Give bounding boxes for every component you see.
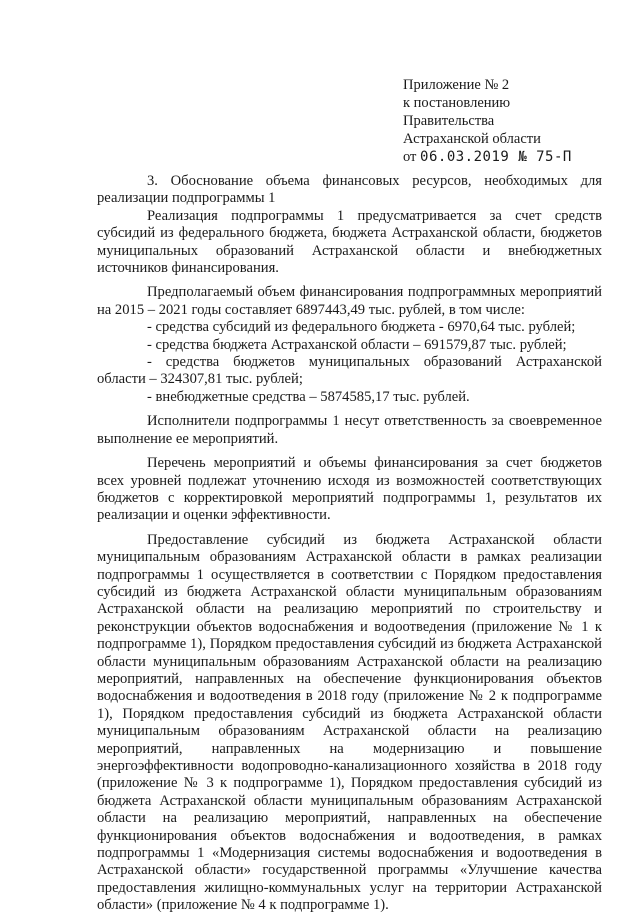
paragraph-extrabudgetary-funds: - внебюджетные средства – 5874585,17 тыс. рублей. xyxy=(147,388,470,405)
date-value: 06.03.2019 № 75-П xyxy=(420,149,572,165)
section-heading: 3. Обоснование объема финансовых ресурсов, необходимых для реализации подпрограммы 1 xyxy=(97,173,602,207)
appendix-line-3: Правительства xyxy=(403,113,495,129)
date-prefix: от xyxy=(403,149,417,165)
appendix-line-4: Астраханской области xyxy=(403,131,541,147)
appendix-block xyxy=(403,76,623,166)
appendix-line-1: Приложение № 2 xyxy=(403,77,510,93)
section-body xyxy=(97,173,602,915)
paragraph-federal-funds: - средства субсидий из федерального бюджета - 6970,64 тыс. рублей; xyxy=(147,319,576,336)
paragraph-subsidies-procedures: Предоставление субсидий из бюджета Астраханской области муниципальным образованиям Астраханской области в рамках реализации подпрограммы 1 осуществляется в соответствии с Порядком предоставления субсидий из бюджета Астраханской области муниципальным образованиям Астраханской области на реализацию мероприятий по строительству и реконструкции объектов водоснабжения и водоотведения (приложение № 1 к подпрограмме 1), Порядком предоставления субсидий из бюджета Астраханской области муниципальным образованиям Астраханской области на реализацию мероприятий, направленных на обеспечение функционирования объектов водоснабжения и водоотведения в 2018 году (приложение № 2 к подпрограмме 1), Порядком предоставления субсидий из бюджета Астраханской области муниципальным образованиям Астраханской области на реализацию мероприятий, направленных на модернизацию и повышение энергоэффективности водопроводно-канализационного хозяйства в 2018 году (приложение № 3 к подпрограмме 1), Порядком предоставления субсидий из бюджета Астраханской области муниципальным образованиям Астраханской области на реализацию мероприятий, направленных на обеспечение функционирования объектов водоснабжения и водоотведения, в рамках подпрограммы 1 «Модернизация системы водоснабжения и водоотведения в Астраханской области» государственной программы «Улучшение качества предоставления жилищно-коммунальных услуг на территории Астраханской области» (приложение № 4 к подпрограмме 1). xyxy=(97,531,602,914)
appendix-line-2: к постановлению xyxy=(403,95,511,111)
paragraph-regional-funds: - средства бюджета Астраханской области – 691579,87 тыс. рублей; xyxy=(147,336,567,353)
paragraph-total-volume: Предполагаемый объем финансирования подпрограммных мероприятий на 2015 – 2021 годы составляет 6897443,49 тыс. рублей, в том числе: xyxy=(97,284,602,318)
paragraph-executors: Исполнители подпрограммы 1 несут ответственность за своевременное выполнение ее мероприятий. xyxy=(97,413,602,447)
paragraph-municipal-funds: - средства бюджетов муниципальных образований Астраханской области – 324307,81 тыс. рублей; xyxy=(97,354,602,388)
paragraph-activities-list: Перечень мероприятий и объемы финансирования за счет бюджетов всех уровней подлежат уточнению исходя из возможностей соответствующих бюджетов с корректировкой мероприятий подпрограммы 1, результатов их реализации и оценки эффективности. xyxy=(97,455,602,524)
paragraph-funding-sources: Реализация подпрограммы 1 предусматривается за счет средств субсидий из федерального бюджета, бюджета Астраханской области, бюджетов муниципальных образований Астраханской области и внебюджетных источников финансирования. xyxy=(97,207,602,277)
appendix-date-line xyxy=(403,148,623,166)
